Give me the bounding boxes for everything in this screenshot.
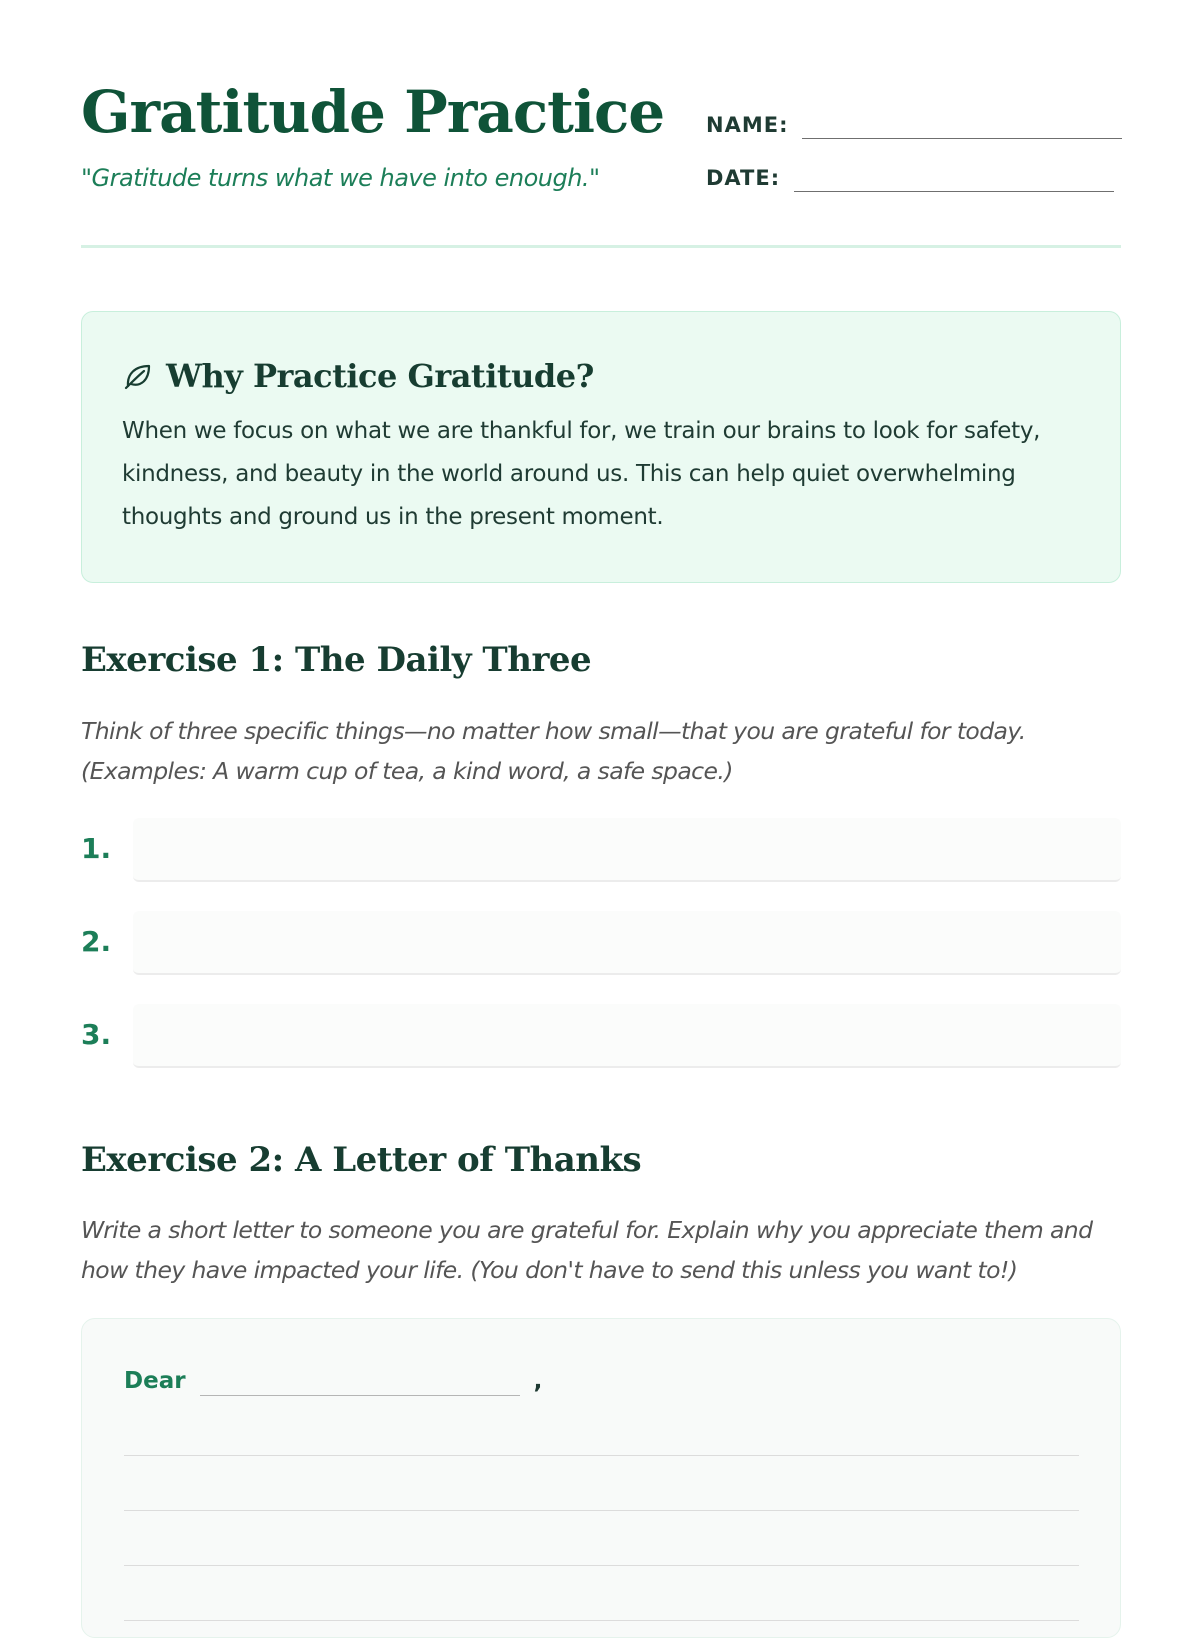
salutation-comma: , xyxy=(533,1368,543,1394)
info-body: When we focus on what we are thankful for, we train our brains to look for safety, kindness, and beauty in the world around us. This can help quiet overwhelming thoughts and ground us in the present moment. xyxy=(122,418,1041,530)
recipient-input-line[interactable] xyxy=(200,1365,520,1396)
item-number: 1. xyxy=(81,832,112,865)
exercise-2-title: Exercise 2: A Letter of Thanks xyxy=(81,1140,642,1180)
item-number: 3. xyxy=(81,1018,112,1051)
letter-writing-line[interactable] xyxy=(124,1620,1079,1621)
worksheet-page xyxy=(81,0,1121,1394)
gratitude-item-3 xyxy=(81,1004,1121,1068)
info-title: Why Practice Gratitude? xyxy=(166,357,594,395)
worksheet-header xyxy=(81,0,1121,248)
date-field xyxy=(706,163,1114,192)
gratitude-input-3[interactable] xyxy=(133,1004,1121,1068)
leaf-icon xyxy=(122,360,154,392)
letter-salutation xyxy=(124,1365,542,1396)
letter-box xyxy=(81,1318,1121,1638)
letter-writing-line[interactable] xyxy=(124,1565,1079,1566)
gratitude-item-1 xyxy=(81,818,1121,882)
gratitude-input-2[interactable] xyxy=(133,911,1121,975)
gratitude-item-2 xyxy=(81,911,1121,975)
exercise-2-description: Write a short letter to someone you are grateful for. Explain why you appreciate them and how they have impacted your life. (You don't have to send this unless you want to!) xyxy=(81,1216,1093,1284)
exercise-1-title: Exercise 1: The Daily Three xyxy=(81,640,592,680)
date-input-line[interactable] xyxy=(794,163,1114,192)
header-quote: "Gratitude turns what we have into enough." xyxy=(81,164,600,192)
letter-writing-line[interactable] xyxy=(124,1455,1079,1456)
page-title: Gratitude Practice xyxy=(81,78,665,146)
name-input-line[interactable] xyxy=(802,110,1122,139)
item-number: 2. xyxy=(81,925,112,958)
name-label: NAME: xyxy=(706,113,789,137)
info-box xyxy=(81,311,1121,583)
gratitude-input-1[interactable] xyxy=(133,818,1121,882)
name-field xyxy=(706,110,1122,139)
dear-label: Dear xyxy=(124,1368,186,1394)
date-label: DATE: xyxy=(706,166,781,190)
letter-writing-line[interactable] xyxy=(124,1510,1079,1511)
exercise-1-description: Think of three specific things—no matter how small—that you are grateful for today. (Examples: A warm cup of tea, a kind word, a safe space.) xyxy=(81,717,1026,785)
info-heading xyxy=(122,354,1080,398)
